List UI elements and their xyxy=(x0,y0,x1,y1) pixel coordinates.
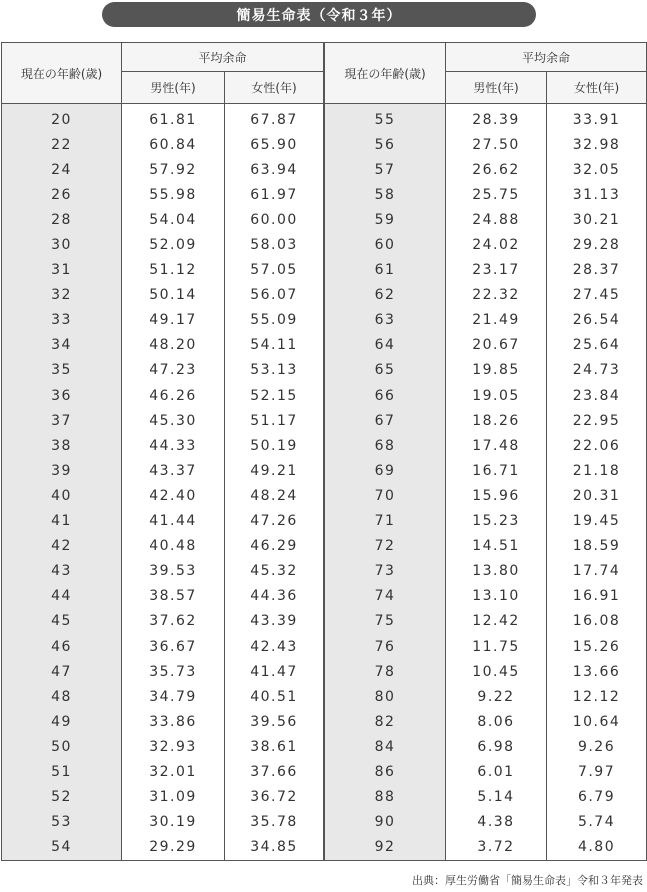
table-row xyxy=(2,433,647,458)
female-value-cell: 45.32 xyxy=(225,559,324,584)
age-cell: 38 xyxy=(2,433,122,458)
female-value-cell: 18.59 xyxy=(547,534,647,559)
table-row xyxy=(2,609,647,634)
male-value-cell: 4.38 xyxy=(446,810,547,835)
male-value-cell: 23.17 xyxy=(446,258,547,283)
male-value-cell: 40.48 xyxy=(122,534,225,559)
male-value-cell: 3.72 xyxy=(446,835,547,861)
female-value-cell: 17.74 xyxy=(547,559,647,584)
male-value-cell: 6.01 xyxy=(446,759,547,784)
female-value-cell: 37.66 xyxy=(225,759,324,784)
age-cell: 56 xyxy=(325,132,446,157)
female-value-cell: 50.19 xyxy=(225,433,324,458)
male-value-cell: 49.17 xyxy=(122,308,225,333)
age-cell: 61 xyxy=(325,258,446,283)
female-value-cell: 16.91 xyxy=(547,584,647,609)
female-value-cell: 52.15 xyxy=(225,383,324,408)
age-cell: 73 xyxy=(325,559,446,584)
male-value-cell: 48.20 xyxy=(122,333,225,358)
male-value-cell: 26.62 xyxy=(446,157,547,182)
male-value-cell: 19.05 xyxy=(446,383,547,408)
age-cell: 57 xyxy=(325,157,446,182)
age-cell: 82 xyxy=(325,709,446,734)
male-value-cell: 33.86 xyxy=(122,709,225,734)
male-value-cell: 34.79 xyxy=(122,684,225,709)
table-row xyxy=(2,759,647,784)
male-value-cell: 27.50 xyxy=(446,132,547,157)
male-value-cell: 32.93 xyxy=(122,734,225,759)
female-value-cell: 19.45 xyxy=(547,509,647,534)
female-value-cell: 34.85 xyxy=(225,835,324,861)
table-row xyxy=(2,283,647,308)
male-value-cell: 45.30 xyxy=(122,408,225,433)
age-cell: 59 xyxy=(325,207,446,232)
table-row xyxy=(2,207,647,232)
age-cell: 40 xyxy=(2,483,122,508)
female-value-cell: 39.56 xyxy=(225,709,324,734)
male-value-cell: 19.85 xyxy=(446,358,547,383)
age-cell: 90 xyxy=(325,810,446,835)
male-value-cell: 43.37 xyxy=(122,458,225,483)
female-value-cell: 4.80 xyxy=(547,835,647,861)
female-value-cell: 47.26 xyxy=(225,509,324,534)
male-value-cell: 54.04 xyxy=(122,207,225,232)
female-value-cell: 29.28 xyxy=(547,232,647,257)
female-value-cell: 57.05 xyxy=(225,258,324,283)
age-cell: 33 xyxy=(2,308,122,333)
male-header-right: 男性(年) xyxy=(446,72,547,104)
female-value-cell: 26.54 xyxy=(547,308,647,333)
life-expectancy-header-right: 平均余命 xyxy=(446,43,647,72)
age-cell: 26 xyxy=(2,182,122,207)
table-row xyxy=(2,534,647,559)
male-value-cell: 21.49 xyxy=(446,308,547,333)
age-cell: 44 xyxy=(2,584,122,609)
female-value-cell: 35.78 xyxy=(225,810,324,835)
female-value-cell: 10.64 xyxy=(547,709,647,734)
female-value-cell: 46.29 xyxy=(225,534,324,559)
age-cell: 20 xyxy=(2,104,122,133)
female-value-cell: 22.95 xyxy=(547,408,647,433)
age-cell: 70 xyxy=(325,483,446,508)
table-row xyxy=(2,835,647,861)
male-value-cell: 8.06 xyxy=(446,709,547,734)
age-cell: 41 xyxy=(2,509,122,534)
table-row xyxy=(2,684,647,709)
female-value-cell: 60.00 xyxy=(225,207,324,232)
table-row xyxy=(2,559,647,584)
female-value-cell: 54.11 xyxy=(225,333,324,358)
female-value-cell: 28.37 xyxy=(547,258,647,283)
age-cell: 72 xyxy=(325,534,446,559)
male-value-cell: 31.09 xyxy=(122,785,225,810)
female-value-cell: 51.17 xyxy=(225,408,324,433)
male-value-cell: 17.48 xyxy=(446,433,547,458)
age-cell: 50 xyxy=(2,734,122,759)
age-cell: 84 xyxy=(325,734,446,759)
female-value-cell: 43.39 xyxy=(225,609,324,634)
table-row xyxy=(2,383,647,408)
age-cell: 74 xyxy=(325,584,446,609)
female-value-cell: 24.73 xyxy=(547,358,647,383)
male-value-cell: 14.51 xyxy=(446,534,547,559)
table-title: 簡易生命表（令和３年） xyxy=(102,2,536,27)
male-value-cell: 16.71 xyxy=(446,458,547,483)
female-value-cell: 9.26 xyxy=(547,734,647,759)
male-value-cell: 60.84 xyxy=(122,132,225,157)
female-value-cell: 63.94 xyxy=(225,157,324,182)
source-note: 出典：厚生労働省「簡易生命表」令和３年発表 xyxy=(412,874,643,887)
table-row xyxy=(2,584,647,609)
female-value-cell: 65.90 xyxy=(225,132,324,157)
table-row xyxy=(2,458,647,483)
table-row xyxy=(2,810,647,835)
male-value-cell: 25.75 xyxy=(446,182,547,207)
female-value-cell: 41.47 xyxy=(225,659,324,684)
female-value-cell: 67.87 xyxy=(225,104,324,133)
age-cell: 69 xyxy=(325,458,446,483)
table-row xyxy=(2,132,647,157)
table-row xyxy=(2,104,647,133)
age-cell: 42 xyxy=(2,534,122,559)
table-row xyxy=(2,734,647,759)
male-value-cell: 52.09 xyxy=(122,232,225,257)
female-value-cell: 49.21 xyxy=(225,458,324,483)
table-body xyxy=(2,104,647,861)
age-cell: 71 xyxy=(325,509,446,534)
female-value-cell: 42.43 xyxy=(225,634,324,659)
female-value-cell: 32.98 xyxy=(547,132,647,157)
male-value-cell: 15.96 xyxy=(446,483,547,508)
female-value-cell: 25.64 xyxy=(547,333,647,358)
female-value-cell: 30.21 xyxy=(547,207,647,232)
male-value-cell: 15.23 xyxy=(446,509,547,534)
age-cell: 35 xyxy=(2,358,122,383)
male-value-cell: 29.29 xyxy=(122,835,225,861)
male-value-cell: 57.92 xyxy=(122,157,225,182)
table-row xyxy=(2,232,647,257)
male-value-cell: 42.40 xyxy=(122,483,225,508)
male-value-cell: 24.88 xyxy=(446,207,547,232)
female-value-cell: 15.26 xyxy=(547,634,647,659)
male-value-cell: 6.98 xyxy=(446,734,547,759)
age-cell: 43 xyxy=(2,559,122,584)
female-value-cell: 23.84 xyxy=(547,383,647,408)
male-value-cell: 13.10 xyxy=(446,584,547,609)
age-cell: 52 xyxy=(2,785,122,810)
age-cell: 34 xyxy=(2,333,122,358)
female-value-cell: 31.13 xyxy=(547,182,647,207)
age-cell: 47 xyxy=(2,659,122,684)
female-value-cell: 61.97 xyxy=(225,182,324,207)
age-header-left: 現在の年齢(歳) xyxy=(2,43,122,104)
table-row xyxy=(2,659,647,684)
male-value-cell: 39.53 xyxy=(122,559,225,584)
age-cell: 48 xyxy=(2,684,122,709)
age-cell: 53 xyxy=(2,810,122,835)
age-cell: 88 xyxy=(325,785,446,810)
male-value-cell: 10.45 xyxy=(446,659,547,684)
table-row xyxy=(2,258,647,283)
age-cell: 60 xyxy=(325,232,446,257)
male-value-cell: 35.73 xyxy=(122,659,225,684)
age-cell: 76 xyxy=(325,634,446,659)
male-value-cell: 9.22 xyxy=(446,684,547,709)
female-value-cell: 20.31 xyxy=(547,483,647,508)
table-row xyxy=(2,333,647,358)
female-value-cell: 13.66 xyxy=(547,659,647,684)
age-cell: 65 xyxy=(325,358,446,383)
male-value-cell: 46.26 xyxy=(122,383,225,408)
male-value-cell: 5.14 xyxy=(446,785,547,810)
table-row xyxy=(2,509,647,534)
age-cell: 28 xyxy=(2,207,122,232)
age-cell: 67 xyxy=(325,408,446,433)
table-row xyxy=(2,358,647,383)
male-value-cell: 47.23 xyxy=(122,358,225,383)
female-value-cell: 55.09 xyxy=(225,308,324,333)
male-header-left: 男性(年) xyxy=(122,72,225,104)
female-value-cell: 21.18 xyxy=(547,458,647,483)
age-cell: 68 xyxy=(325,433,446,458)
age-cell: 24 xyxy=(2,157,122,182)
female-value-cell: 58.03 xyxy=(225,232,324,257)
age-cell: 22 xyxy=(2,132,122,157)
female-value-cell: 36.72 xyxy=(225,785,324,810)
male-value-cell: 38.57 xyxy=(122,584,225,609)
age-cell: 45 xyxy=(2,609,122,634)
female-value-cell: 16.08 xyxy=(547,609,647,634)
age-cell: 36 xyxy=(2,383,122,408)
male-value-cell: 24.02 xyxy=(446,232,547,257)
age-cell: 58 xyxy=(325,182,446,207)
female-value-cell: 32.05 xyxy=(547,157,647,182)
table-row xyxy=(2,408,647,433)
table-row xyxy=(2,634,647,659)
female-value-cell: 44.36 xyxy=(225,584,324,609)
age-cell: 63 xyxy=(325,308,446,333)
male-value-cell: 28.39 xyxy=(446,104,547,133)
male-value-cell: 44.33 xyxy=(122,433,225,458)
female-value-cell: 12.12 xyxy=(547,684,647,709)
female-value-cell: 33.91 xyxy=(547,104,647,133)
age-cell: 75 xyxy=(325,609,446,634)
female-value-cell: 48.24 xyxy=(225,483,324,508)
female-value-cell: 6.79 xyxy=(547,785,647,810)
table-row xyxy=(2,785,647,810)
age-cell: 54 xyxy=(2,835,122,861)
male-value-cell: 41.44 xyxy=(122,509,225,534)
female-value-cell: 5.74 xyxy=(547,810,647,835)
age-cell: 62 xyxy=(325,283,446,308)
age-cell: 37 xyxy=(2,408,122,433)
age-cell: 64 xyxy=(325,333,446,358)
table-row xyxy=(2,157,647,182)
age-cell: 78 xyxy=(325,659,446,684)
female-value-cell: 27.45 xyxy=(547,283,647,308)
male-value-cell: 12.42 xyxy=(446,609,547,634)
male-value-cell: 11.75 xyxy=(446,634,547,659)
female-value-cell: 40.51 xyxy=(225,684,324,709)
male-value-cell: 13.80 xyxy=(446,559,547,584)
female-header-right: 女性(年) xyxy=(547,72,647,104)
age-header-right: 現在の年齢(歳) xyxy=(325,43,446,104)
female-value-cell: 56.07 xyxy=(225,283,324,308)
table-row xyxy=(2,182,647,207)
female-value-cell: 53.13 xyxy=(225,358,324,383)
age-cell: 51 xyxy=(2,759,122,784)
table-row xyxy=(2,709,647,734)
male-value-cell: 32.01 xyxy=(122,759,225,784)
age-cell: 49 xyxy=(2,709,122,734)
age-cell: 39 xyxy=(2,458,122,483)
female-value-cell: 7.97 xyxy=(547,759,647,784)
male-value-cell: 50.14 xyxy=(122,283,225,308)
age-cell: 46 xyxy=(2,634,122,659)
male-value-cell: 55.98 xyxy=(122,182,225,207)
table-row xyxy=(2,308,647,333)
male-value-cell: 30.19 xyxy=(122,810,225,835)
age-cell: 30 xyxy=(2,232,122,257)
life-table xyxy=(1,42,647,861)
male-value-cell: 61.81 xyxy=(122,104,225,133)
age-cell: 80 xyxy=(325,684,446,709)
age-cell: 66 xyxy=(325,383,446,408)
female-header-left: 女性(年) xyxy=(225,72,324,104)
age-cell: 32 xyxy=(2,283,122,308)
age-cell: 86 xyxy=(325,759,446,784)
age-cell: 92 xyxy=(325,835,446,861)
male-value-cell: 18.26 xyxy=(446,408,547,433)
female-value-cell: 22.06 xyxy=(547,433,647,458)
table-row xyxy=(2,483,647,508)
age-cell: 31 xyxy=(2,258,122,283)
male-value-cell: 51.12 xyxy=(122,258,225,283)
female-value-cell: 38.61 xyxy=(225,734,324,759)
male-value-cell: 37.62 xyxy=(122,609,225,634)
life-expectancy-header-left: 平均余命 xyxy=(122,43,324,72)
age-cell: 55 xyxy=(325,104,446,133)
male-value-cell: 20.67 xyxy=(446,333,547,358)
male-value-cell: 22.32 xyxy=(446,283,547,308)
male-value-cell: 36.67 xyxy=(122,634,225,659)
